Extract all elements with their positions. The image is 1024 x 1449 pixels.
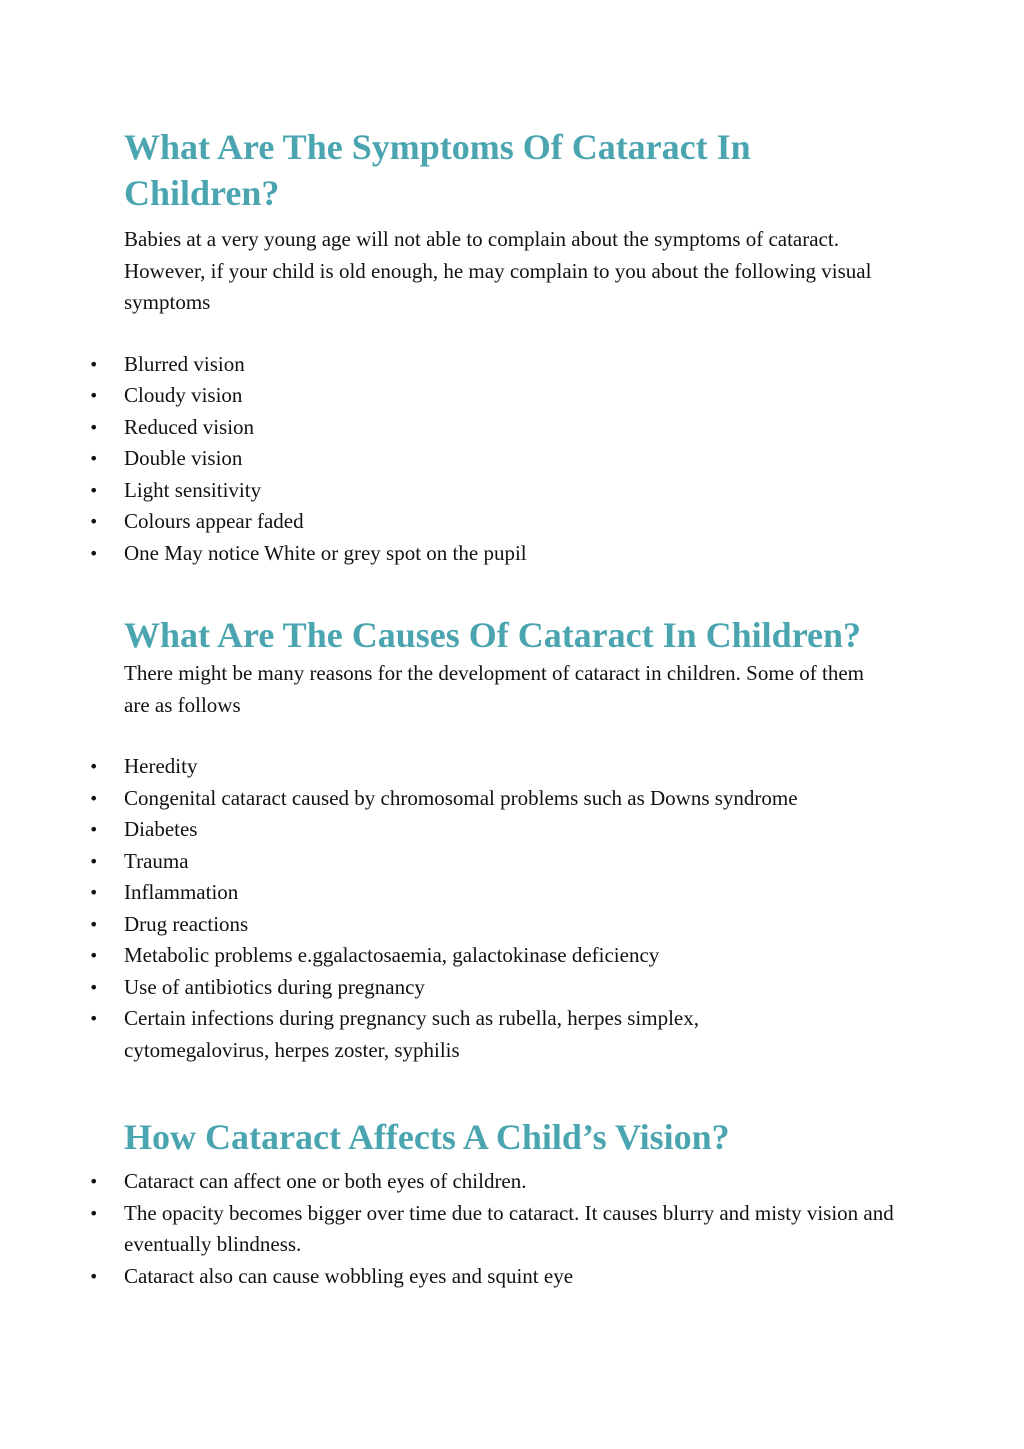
causes-heading: What Are The Causes Of Cataract In Children?: [124, 615, 862, 655]
list-item: • Colours appear faded: [0, 506, 894, 538]
list-item: • Inflammation: [0, 877, 894, 909]
symptoms-heading: What Are The Symptoms Of Cataract In Children?: [124, 127, 751, 213]
bullet-icon: •: [89, 480, 99, 500]
list-item: • Double vision: [0, 443, 894, 475]
list-item: • Cataract can affect one or both eyes of children.: [0, 1166, 894, 1198]
list-item: • Cloudy vision: [0, 380, 894, 412]
list-item: • Cataract also can cause wobbling eyes and squint eye: [0, 1261, 894, 1293]
list-item: • Blurred vision: [0, 349, 894, 381]
effects-list: [0, 1166, 1024, 1292]
bullet-icon: •: [89, 820, 99, 839]
bullet-icon: •: [89, 1203, 99, 1223]
bullet-icon: •: [89, 1266, 99, 1286]
bullet-icon: •: [89, 1172, 99, 1191]
bullet-icon: •: [89, 757, 99, 776]
bullet-icon: •: [89, 946, 99, 965]
list-item: • Heredity: [0, 751, 894, 783]
list-item: • Use of antibiotics during pregnancy: [0, 972, 894, 1004]
bullet-icon: •: [89, 883, 99, 902]
bullet-icon: •: [89, 417, 99, 437]
list-item: • The opacity becomes bigger over time due to cataract. It causes blurry and misty vision and eventually blindness.: [0, 1198, 894, 1261]
bullet-icon: •: [89, 788, 99, 808]
bullet-icon: •: [89, 543, 99, 563]
bullet-icon: •: [89, 354, 99, 374]
symptoms-section: [0, 124, 1024, 569]
causes-list: [0, 751, 1024, 1066]
list-item: • Metabolic problems e.ggalactosaemia, galactokinase deficiency: [0, 940, 894, 972]
list-item: • Congenital cataract caused by chromosomal problems such as Downs syndrome: [0, 783, 894, 815]
bullet-icon: •: [89, 449, 99, 468]
bullet-icon: •: [89, 851, 99, 871]
list-item: • Diabetes: [0, 814, 894, 846]
list-item: • Trauma: [0, 846, 894, 878]
bullet-icon: •: [89, 512, 99, 531]
list-item: • Drug reactions: [0, 909, 894, 941]
bullet-icon: •: [89, 1009, 99, 1028]
list-item: • Reduced vision: [0, 412, 894, 444]
symptoms-intro: Babies at a very young age will not able to complain about the symptoms of cataract. However, if your child is old enough, he may complain to you about the following visual symptoms: [124, 227, 872, 314]
list-item: • One May notice White or grey spot on the pupil: [0, 538, 894, 570]
bullet-icon: •: [89, 386, 99, 405]
list-item: • Light sensitivity: [0, 475, 894, 507]
symptoms-list: [0, 349, 1024, 570]
bullet-icon: •: [89, 977, 99, 997]
effects-section: [0, 1114, 1024, 1292]
bullet-icon: •: [89, 914, 99, 934]
effects-heading: How Cataract Affects A Child’s Vision?: [124, 1117, 730, 1157]
causes-section: [0, 612, 1024, 1066]
list-item: • Certain infections during pregnancy such as rubella, herpes simplex, cytomegalovirus, herpes zoster, syphilis: [0, 1003, 804, 1066]
causes-intro: There might be many reasons for the development of cataract in children. Some of them are as follows: [124, 661, 864, 717]
